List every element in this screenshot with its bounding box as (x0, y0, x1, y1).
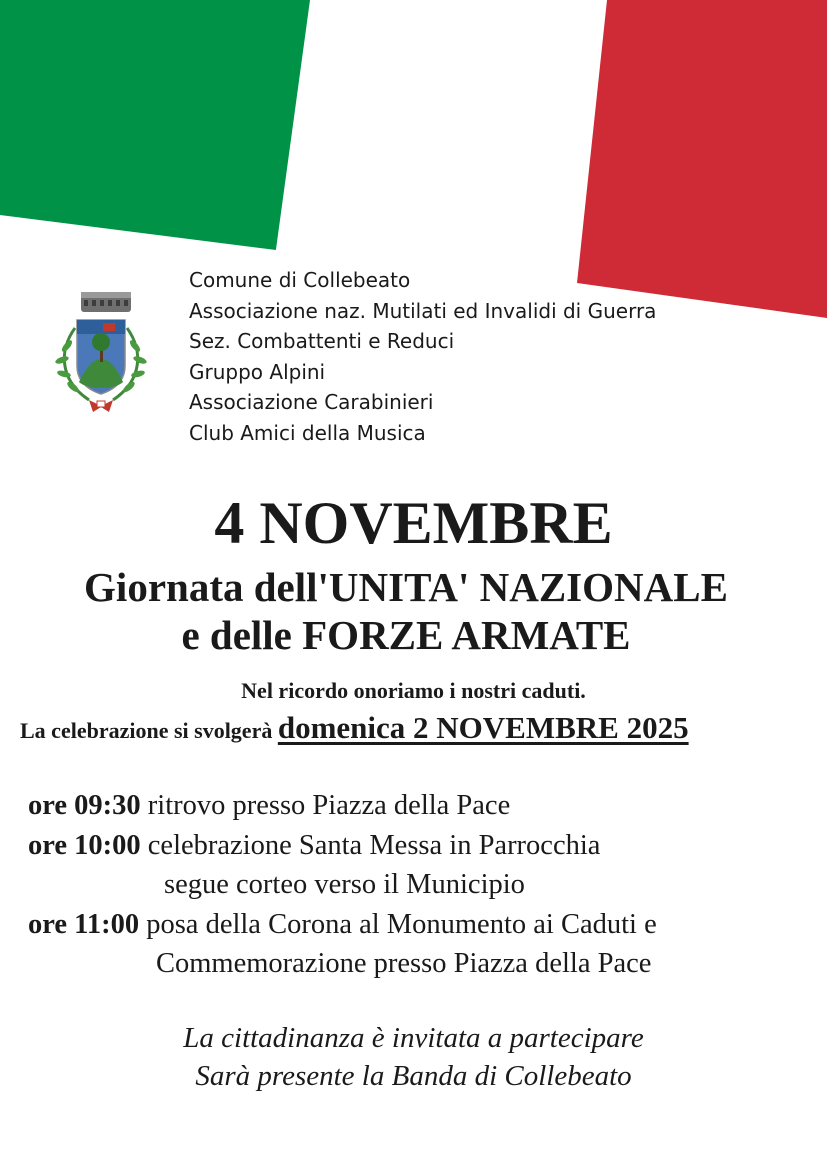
schedule-item (28, 905, 657, 945)
schedule-time: ore 11:00 (28, 908, 140, 940)
organizer-item: Club Amici della Musica (189, 420, 426, 445)
organizer-item: Associazione Carabinieri (189, 390, 434, 415)
organizer-item: Comune di Collebeato (189, 268, 411, 292)
schedule-continuation (28, 865, 657, 905)
schedule-text: ritrovo presso Piazza della Pace (147, 790, 511, 821)
celebration-date: domenica 2 NOVEMBRE 2025 (277, 710, 689, 745)
closing-note (0, 1019, 827, 1095)
schedule-list (28, 786, 657, 984)
event-title: 4 NOVEMBRE (214, 490, 613, 556)
subtitle-line: e delle FORZE ARMATE (181, 612, 631, 658)
closing-line: Sarà presente la Banda di Collebeato (195, 1060, 632, 1092)
organizer-item: Associazione naz. Mutilati ed Invalidi di Guerra (189, 298, 657, 323)
remembrance-line: Nel ricordo onoriamo i nostri caduti. (241, 678, 586, 703)
schedule-time: ore 10:00 (28, 829, 141, 861)
schedule-time: ore 09:30 (28, 790, 141, 821)
collebeato-coat-of-arms-icon (45, 288, 157, 418)
schedule-item (28, 826, 657, 866)
subtitle-line: Giornata dell'UNITA' NAZIONALE (84, 564, 728, 610)
celebration-prefix: La celebrazione si svolgerà (20, 718, 273, 743)
schedule-continuation-text: segue corteo verso il Municipio (164, 869, 525, 900)
organizers-list (189, 265, 656, 449)
schedule-continuation (28, 944, 657, 984)
schedule-item (28, 786, 657, 826)
schedule-text: celebrazione Santa Messa in Parrocchia (147, 829, 601, 861)
organizer-item: Gruppo Alpini (189, 359, 326, 384)
celebration-line (20, 708, 689, 751)
schedule-continuation-text: Commemorazione presso Piazza della Pace (156, 948, 652, 979)
closing-line: La cittadinanza è invitata a partecipare (183, 1022, 644, 1054)
schedule-text: posa della Corona al Monumento ai Caduti e (146, 908, 657, 940)
flag-green-band (0, 0, 310, 250)
event-subtitle (0, 563, 812, 659)
organizer-item: Sez. Combattenti e Reduci (189, 329, 455, 354)
